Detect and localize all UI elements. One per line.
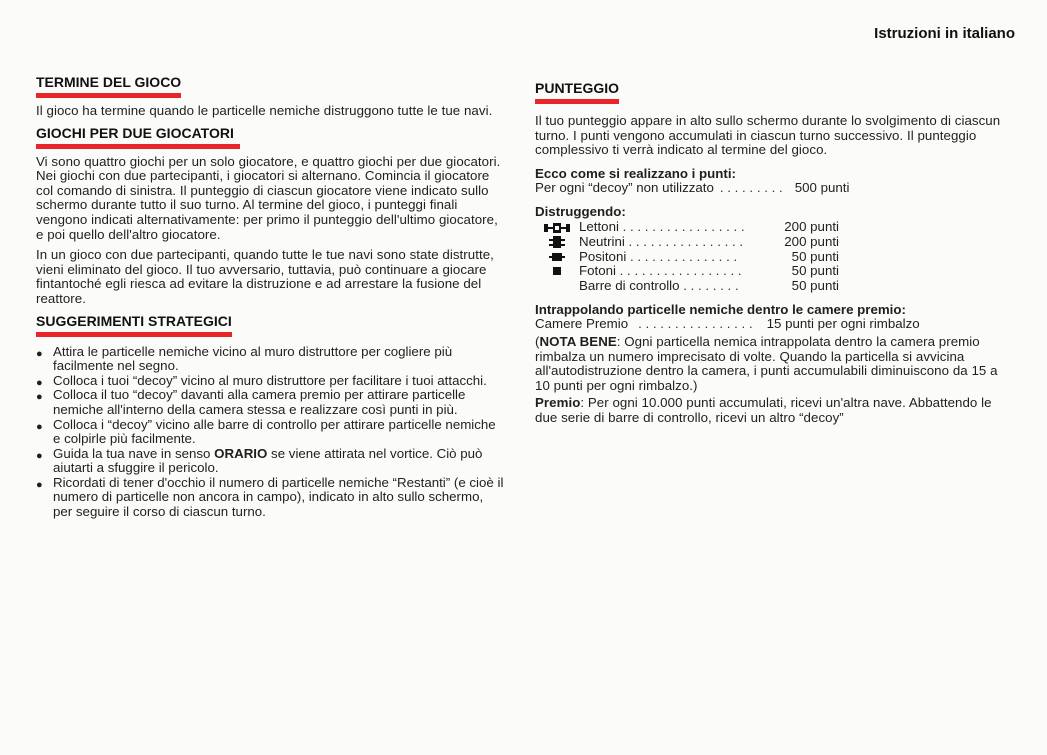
title-underline [36, 144, 240, 149]
bullet-icon: ● [36, 420, 43, 433]
tip-item: ● Colloca i “decoy” vicino alle barre di controllo per attirare particelle nemiche e colpirle più facilmente. [36, 416, 496, 447]
destroy-row-control-bars: Barre di controllo . . . . . . . . 50 punti [579, 277, 839, 293]
tip-item: ● Ricordati di tener d'occhio il numero di particelle nemiche “Restanti” (e cioè il numero di particelle non ancora in campo), indicato in alto sullo schermo, per seguire il corso di ciascun turno. [36, 474, 504, 520]
lettoni-icon [535, 222, 579, 234]
bullet-icon: ● [36, 391, 43, 404]
title-underline [36, 93, 181, 98]
section-title-score: PUNTEGGIO [535, 80, 620, 96]
page-header-title: Istruzioni in italiano [874, 25, 1015, 42]
section-two-players [36, 125, 506, 307]
neutrini-icon [535, 236, 579, 248]
section-tips [36, 313, 506, 520]
destroy-row-lettoni: Lettoni . . . . . . . . . . . . . . . . . 200 punti [535, 220, 1015, 235]
two-players-paragraph-1: Vi sono quattro giochi per un solo giocatore, e quattro giochi per due giocatori. Nei giochi con due partecipanti, i giocatori si alternano. Comincia il giocatore col comando di sinistra. Il punteggio di ciascun giocatore viene indicato sullo schermo durante tutto il suo turno. Al termine del gioco, i punteggi finali vengono indicati alternativamente: per primo il punteggio dell'ultimo giocatore, e poi quello dell'altro giocatore. [36, 153, 501, 242]
title-underline [535, 99, 619, 104]
bullet-icon: ● [36, 376, 43, 389]
bullet-icon: ● [36, 478, 43, 491]
two-players-paragraph-2: In un gioco con due partecipanti, quando tutte le tue navi sono state distrutte, vieni eliminato del gioco. Il tuo avversario, tuttavia, può continuare a giocare fintantoché egli riesca ad evitare la distruzione e ad arrestare la fusione del reattore. [36, 247, 494, 306]
trap-score-row: Camere Premio . . . . . . . . . . . . . . . . 15 punti per ogni rimbalzo [535, 316, 920, 332]
title-underline [36, 332, 232, 337]
left-column [36, 74, 506, 520]
section-score [535, 80, 1015, 158]
destroy-score-table [535, 220, 1015, 293]
section-title-tips: SUGGERIMENTI STRATEGICI [36, 312, 232, 329]
tips-list [36, 345, 506, 520]
tip-item: ● Colloca il tuo “decoy” davanti alla camera premio per attirare particelle nemiche all'interno della camera stessa e realizzare così punti in più. [36, 387, 466, 417]
destroy-row-neutrini: Neutrini . . . . . . . . . . . . . . . . 200 punti [535, 235, 1015, 250]
section-title-end-of-game: TERMINE DEL GIOCO [36, 74, 182, 90]
end-of-game-text: Il gioco ha termine quando le particelle nemiche distruggono tutte le tue navi. [36, 103, 493, 118]
right-column [535, 80, 1015, 426]
bonus-paragraph: Premio: Per ogni 10.000 punti accumulati, ricevi un'altra nave. Abbattendo le due serie di barre di controllo, ricevi un altro “decoy” [535, 395, 992, 425]
tip-item: ● Guida la tua nave in senso ORARIO se viene attirata nel vortice. Ciò può aiutarti a sfuggire il pericolo. [36, 445, 483, 476]
destroy-row-fotoni: Fotoni . . . . . . . . . . . . . . . . . 50 punti [535, 264, 1015, 279]
note-paragraph: (NOTA BENE: Ogni particella nemica intrappolata dentro la camera premio rimbalza un numero imprecisato di volte. Quando la particella si avvicina all'autodistruzione dentro la camera, i punti accumulabili diminuiscono da 15 a 10 punti per ogni rimbalzo.) [535, 333, 998, 393]
tip-item: ● Attira le particelle nemiche vicino al muro distruttore per cogliere più facilmente nel segno. [36, 343, 453, 374]
destroying-title: Distruggendo: [535, 204, 626, 220]
tip-item: ● Colloca i tuoi “decoy” vicino al muro distruttore per facilitare i tuoi attacchi. [36, 372, 487, 389]
how-to-score-title: Ecco come si realizzano i punti: [535, 165, 736, 181]
positoni-icon [535, 252, 579, 262]
bullet-icon: ● [36, 449, 43, 462]
score-text: Il tuo punteggio appare in alto sullo schermo durante lo svolgimento di ciascun turno. I punti vengono accumulati in ciascun turno successivo. Il punteggio complessivo ti verrà indicato al termine del gioco. [535, 113, 1001, 158]
bullet-icon: ● [36, 347, 43, 360]
section-title-two-players: GIOCHI PER DUE GIOCATORI [36, 124, 234, 141]
decoy-score-row: Per ogni “decoy” non utilizzato . . . . . . . . . 500 punti [535, 179, 850, 195]
section-end-of-game [36, 74, 506, 119]
trap-title: Intrappolando particelle nemiche dentro le camere premio: [535, 302, 906, 318]
destroy-row-positoni: Positoni . . . . . . . . . . . . . . . 50 punti [535, 250, 1015, 265]
fotoni-icon [535, 267, 579, 275]
